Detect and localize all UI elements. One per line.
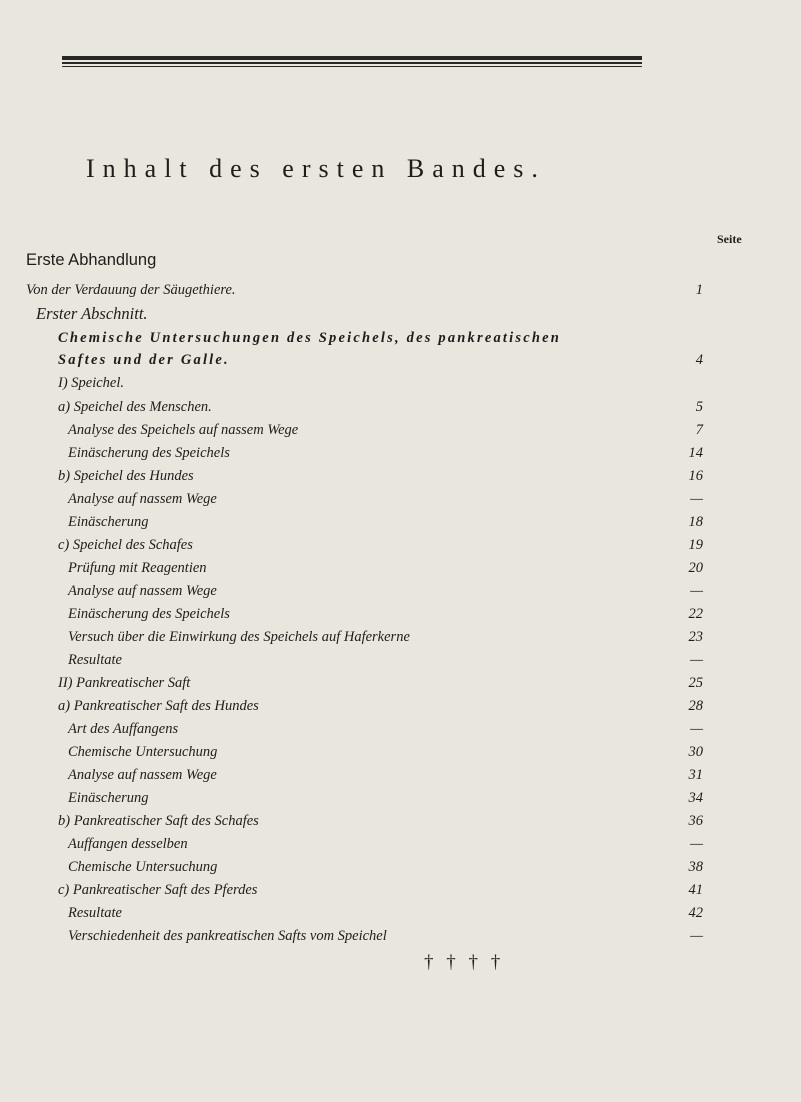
toc-entry <box>0 629 801 651</box>
toc-entry <box>0 352 801 374</box>
toc-entry-page: — <box>690 721 703 737</box>
toc-entry-text: Erster Abschnitt. <box>36 304 148 323</box>
toc-entry-page: 1 <box>695 282 703 298</box>
toc-entry-text: Auffangen desselben <box>68 836 188 852</box>
toc-entry-page: 20 <box>688 560 703 576</box>
toc-entry <box>0 445 801 467</box>
toc-entry <box>0 882 801 904</box>
toc-entry <box>0 537 801 559</box>
toc-entry-text: Chemische Untersuchungen des Speichels, des pankreatischen <box>58 330 562 346</box>
page-column-label: Seite <box>717 232 742 246</box>
toc-entry-text: Resultate <box>68 905 122 921</box>
page-title: Inhalt des ersten Bandes. <box>86 154 546 183</box>
toc-entry-text: Einäscherung <box>68 514 149 530</box>
toc-entry-text: a) Pankreatischer Saft des Hundes <box>58 698 259 714</box>
toc-entry-text: b) Pankreatischer Saft des Schafes <box>58 813 259 829</box>
toc-entry-page: 38 <box>688 859 703 875</box>
toc-entry <box>0 813 801 835</box>
toc-entry-text: Einäscherung des Speichels <box>68 445 230 461</box>
toc-entry-page: 22 <box>688 606 703 622</box>
toc-entry <box>0 675 801 697</box>
header-rule-medium <box>62 62 642 64</box>
toc-entry-text: Von der Verdauung der Säugethiere. <box>26 282 236 298</box>
toc-entry-page: — <box>690 928 703 944</box>
toc-entry-text: Analyse des Speichels auf nassem Wege <box>68 422 299 438</box>
toc-entry-page: 28 <box>688 698 703 714</box>
toc-entry-text: Analyse auf nassem Wege <box>68 491 217 507</box>
toc-entry-page: 18 <box>688 514 703 530</box>
toc-entry-text: Prüfung mit Reagentien <box>68 560 207 576</box>
toc-entry-text: Versuch über die Einwirkung des Speichels auf Haferkerne <box>68 629 410 645</box>
toc-entry-text: Analyse auf nassem Wege <box>68 583 217 599</box>
toc-entry-text: Resultate <box>68 652 122 668</box>
toc-entry <box>0 514 801 536</box>
toc-entry-text: II) Pankreatischer Saft <box>58 675 191 691</box>
toc-entry-page: 5 <box>695 399 703 415</box>
toc-entry-page: — <box>690 491 703 507</box>
toc-entry <box>0 375 801 397</box>
toc-entry-text: Chemische Untersuchung <box>68 744 218 760</box>
toc-entry <box>0 304 801 326</box>
toc-entry <box>0 282 801 304</box>
toc-entry <box>0 330 801 352</box>
toc-entry <box>0 560 801 582</box>
toc-entry <box>0 698 801 720</box>
toc-entry-page: 4 <box>695 352 703 368</box>
toc-entry <box>0 468 801 490</box>
toc-entry-page: 16 <box>688 468 703 484</box>
toc-entry-page: 23 <box>688 629 703 645</box>
toc-entry-text: c) Pankreatischer Saft des Pferdes <box>58 882 258 898</box>
toc-entry-page: 36 <box>688 813 703 829</box>
toc-entry-page: 7 <box>695 422 703 438</box>
header-rule-thin <box>62 66 642 67</box>
toc-entry <box>0 859 801 881</box>
toc-entry <box>0 583 801 605</box>
toc-entry-page: 42 <box>688 905 703 921</box>
toc-entry-text: Chemische Untersuchung <box>68 859 218 875</box>
toc-entry-text: c) Speichel des Schafes <box>58 537 193 553</box>
toc-entry <box>0 491 801 513</box>
toc-entry-text: Einäscherung <box>68 790 149 806</box>
toc-entry <box>0 905 801 927</box>
toc-entry <box>0 744 801 766</box>
toc-entry-text: Verschiedenheit des pankreatischen Safts vom Speichel <box>68 928 387 944</box>
toc-entry-page: 19 <box>688 537 703 553</box>
toc-entry <box>0 422 801 444</box>
toc-entry-text: Einäscherung des Speichels <box>68 606 230 622</box>
section-title: Erste Abhandlung <box>26 251 157 269</box>
toc-entry-text: Saftes und der Galle. <box>58 352 230 368</box>
toc-entry <box>0 652 801 674</box>
toc-entry-page: — <box>690 583 703 599</box>
toc-entry <box>0 767 801 789</box>
toc-entry <box>0 721 801 743</box>
toc-entry-text: a) Speichel des Menschen. <box>58 399 212 415</box>
toc-entry <box>0 836 801 858</box>
toc-entry <box>0 790 801 812</box>
toc-entry-page: — <box>690 652 703 668</box>
toc-entry-text: b) Speichel des Hundes <box>58 468 194 484</box>
header-rule-thick <box>62 56 642 60</box>
toc-entry-page: 30 <box>688 744 703 760</box>
toc-entry <box>0 606 801 628</box>
toc-entry-text: Analyse auf nassem Wege <box>68 767 217 783</box>
toc-entry <box>0 399 801 421</box>
toc-entry-text: Art des Auffangens <box>68 721 179 737</box>
toc-entry-page: 31 <box>688 767 703 783</box>
toc-entry-text: I) Speichel. <box>58 375 125 391</box>
toc-entry <box>0 928 801 950</box>
toc-entry-page: 34 <box>688 790 703 806</box>
toc-entry-page: 14 <box>688 445 703 461</box>
toc-entry-page: — <box>690 836 703 852</box>
toc-entry-page: 25 <box>688 675 703 691</box>
toc-entry-page: 41 <box>688 882 703 898</box>
closing-ornament: † † † † <box>424 952 505 973</box>
